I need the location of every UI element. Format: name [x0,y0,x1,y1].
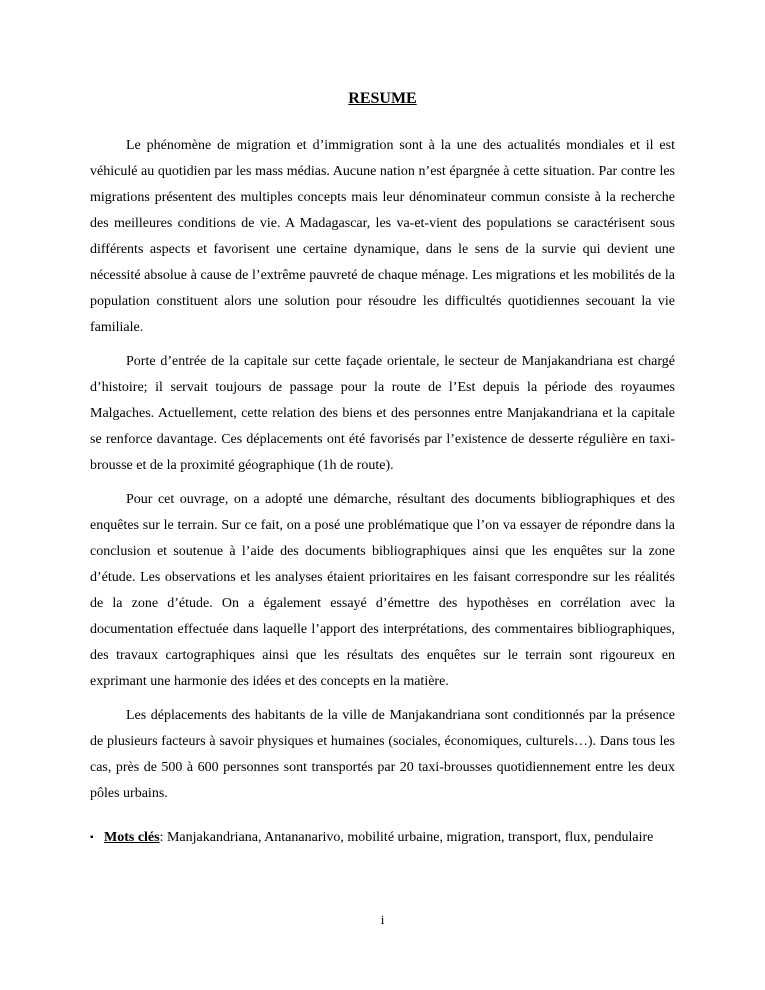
keywords-separator: : [159,830,164,845]
paragraph-3: Pour cet ouvrage, on a adopté une démarche, résultant des documents bibliographiques et des enquêtes sur le terrain. Sur ce fait, on a posé une problématique que l’on va essayer de répondre dans la conclusion et soutenue à l’aide des documents bibliographiques ainsi que les enquêtes sur la zone d’étude. Les observations et les analyses étaient prioritaires en les faisant correspondre sur les réalités de la zone d’étude. On a également essayé d’émettre des hypothèses en corrélation avec la documentation effectuée dans laquelle l’apport des interprétations, des commentaires bibliographiques, des travaux cartographiques ainsi que les résultats des enquêtes sur le terrain sont rigoureux en exprimant une harmonie des idées et des concepts en la matière. [90,492,675,689]
square-bullet-icon: ▪ [90,832,94,843]
keywords-label: Mots clés [104,830,160,845]
keywords-text: Manjakandriana, Antananarivo, mobilité urbaine, migration, transport, flux, pendulaire [163,830,654,845]
paragraph-1: Le phénomène de migration et d’immigration sont à la une des actualités mondiales et il est véhiculé au quotidien par les mass médias. Aucune nation n’est épargnée à cette situation. Par contre les migrations présentent des multiples concepts mais leur dénominateur commun consiste à la recherche des meilleures conditions de vie. A Madagascar, les va-et-vient des populations se caractérisent sous différents aspects et favorisent une certaine dynamique, dans le sens de la survie qui devient une nécessité absolue à cause de l’extrême pauvreté de chaque ménage. Les migrations et les mobilités de la population constituent alors une solution pour résoudre les difficultés quotidiennes secouant la vie familiale. [90,138,675,335]
page-number: i [380,912,385,927]
paragraph-4: Les déplacements des habitants de la ville de Manjakandriana sont conditionnés par la présence de plusieurs facteurs à savoir physiques et humaines (sociales, économiques, culturels…). Dans tous les cas, près de 500 à 600 personnes sont transportés par 20 taxi-brousses quotidiennement entre les deux pôles urbains. [90,708,675,801]
abstract-body [90,133,675,815]
keywords-line [90,825,675,851]
page-title: RESUME [348,90,417,107]
paragraph-2: Porte d’entrée de la capitale sur cette façade orientale, le secteur de Manjakandriana est chargé d’histoire; il servait toujours de passage pour la route de l’Est depuis la période des royaumes Malgaches. Actuellement, cette relation des biens et des personnes entre Manjakandriana et la capitale se renforce davantage. Ces déplacements ont été favorisés par l’existence de desserte régulière en taxi-brousse et de la proximité géographique (1h de route). [90,354,675,473]
